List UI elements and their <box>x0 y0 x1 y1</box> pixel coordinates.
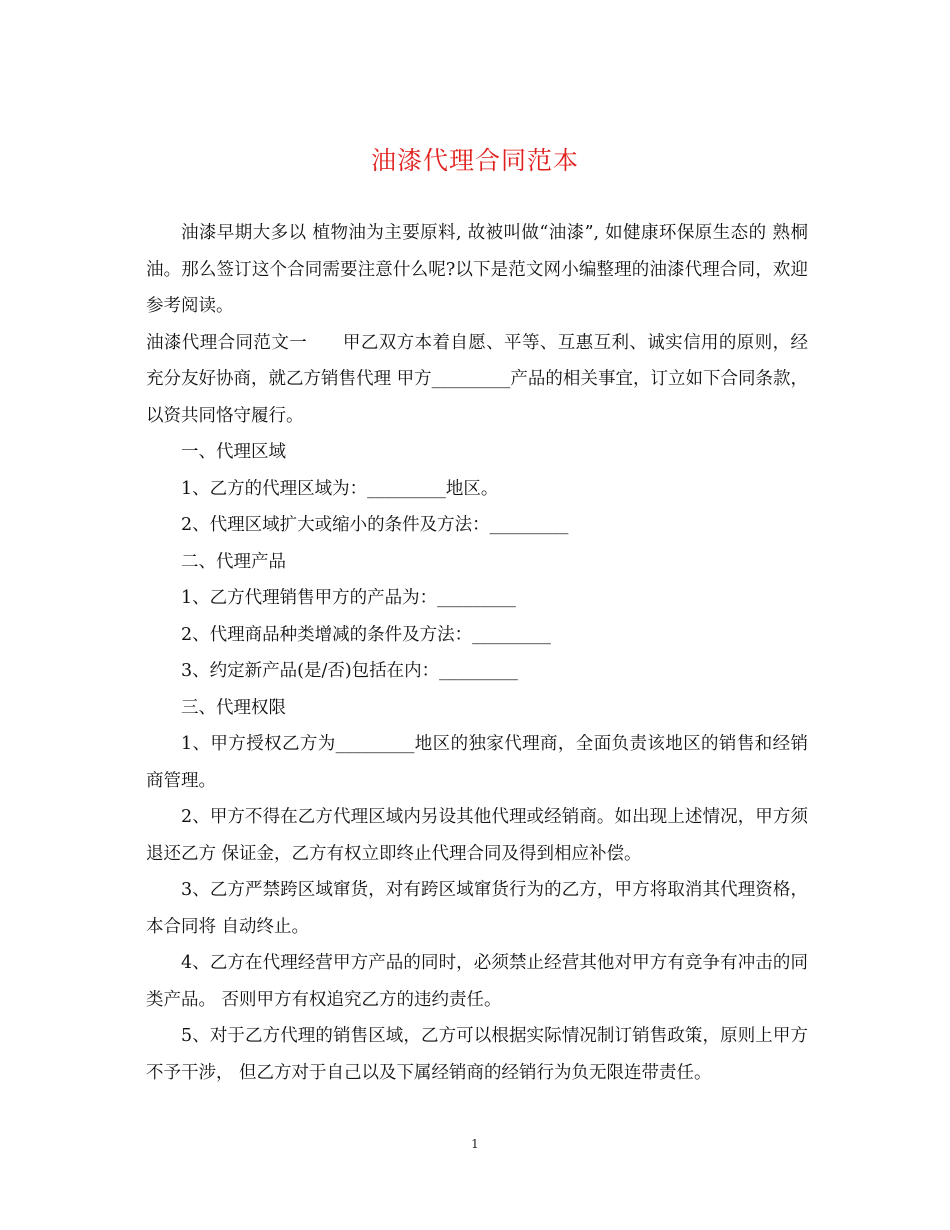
clause-paragraph: 1、乙方的代理区域为：_________地区。 <box>181 478 499 499</box>
document-body <box>146 215 808 1091</box>
section-heading: 一、代理区域 <box>181 442 286 462</box>
section-heading: 二、代理产品 <box>181 551 286 572</box>
clause-paragraph: 4、乙方在代理经营甲方产品的同时，必须禁止经营其他对甲方有竞争有冲击的同类产品。 否则甲方有权追究乙方的违约责任。 <box>146 953 808 1010</box>
clause-paragraph: 5、对于乙方代理的销售区域，乙方可以根据实际情况制订销售政策，原则上甲方不予干涉， 但乙方对于自己以及下属经销商的经销行为负无限连带责任。 <box>146 1026 808 1083</box>
document-title: 油漆代理合同范本 <box>370 146 579 175</box>
clause-paragraph: 2、甲方不得在乙方代理区域内另设其他代理或经销商。如出现上述情况，甲方须退还乙方 保证金，乙方有权立即终止代理合同及得到相应补偿。 <box>146 807 808 864</box>
intro-paragraph: 油漆早期大多以 植物油为主要原料, 故被叫做“油漆”, 如健康环保原生态的 熟桐油。那么签订这个合同需要注意什么呢?以下是范文网小编整理的油漆代理合同，欢迎参考阅读。 <box>146 223 808 316</box>
clause-paragraph: 1、甲方授权乙方为_________地区的独家代理商，全面负责该地区的销售和经销商管理。 <box>146 734 808 791</box>
clause-paragraph: 1、乙方代理销售甲方的产品为：_________ <box>181 588 516 608</box>
page-number: 1 <box>471 1137 479 1151</box>
clause-paragraph: 3、约定新产品(是/否)包括在内：_________ <box>181 661 518 681</box>
clause-paragraph: 3、乙方严禁跨区域窜货，对有跨区域窜货行为的乙方，甲方将取消其代理资格，本合同将 自动终止。 <box>146 880 808 937</box>
contract-preamble: 油漆代理合同范文一 甲乙双方本着自愿、平等、互惠互利、诚实信用的原则，经充分友好协商，就乙方销售代理 甲方_________产品的相关事宜，订立如下合同条款，以资共同恪守履行。 <box>146 332 808 426</box>
section-heading: 三、代理权限 <box>181 697 286 718</box>
clause-paragraph: 2、代理区域扩大或缩小的条件及方法：_________ <box>181 515 569 535</box>
clause-paragraph: 2、代理商品种类增减的条件及方法：_________ <box>181 624 551 645</box>
